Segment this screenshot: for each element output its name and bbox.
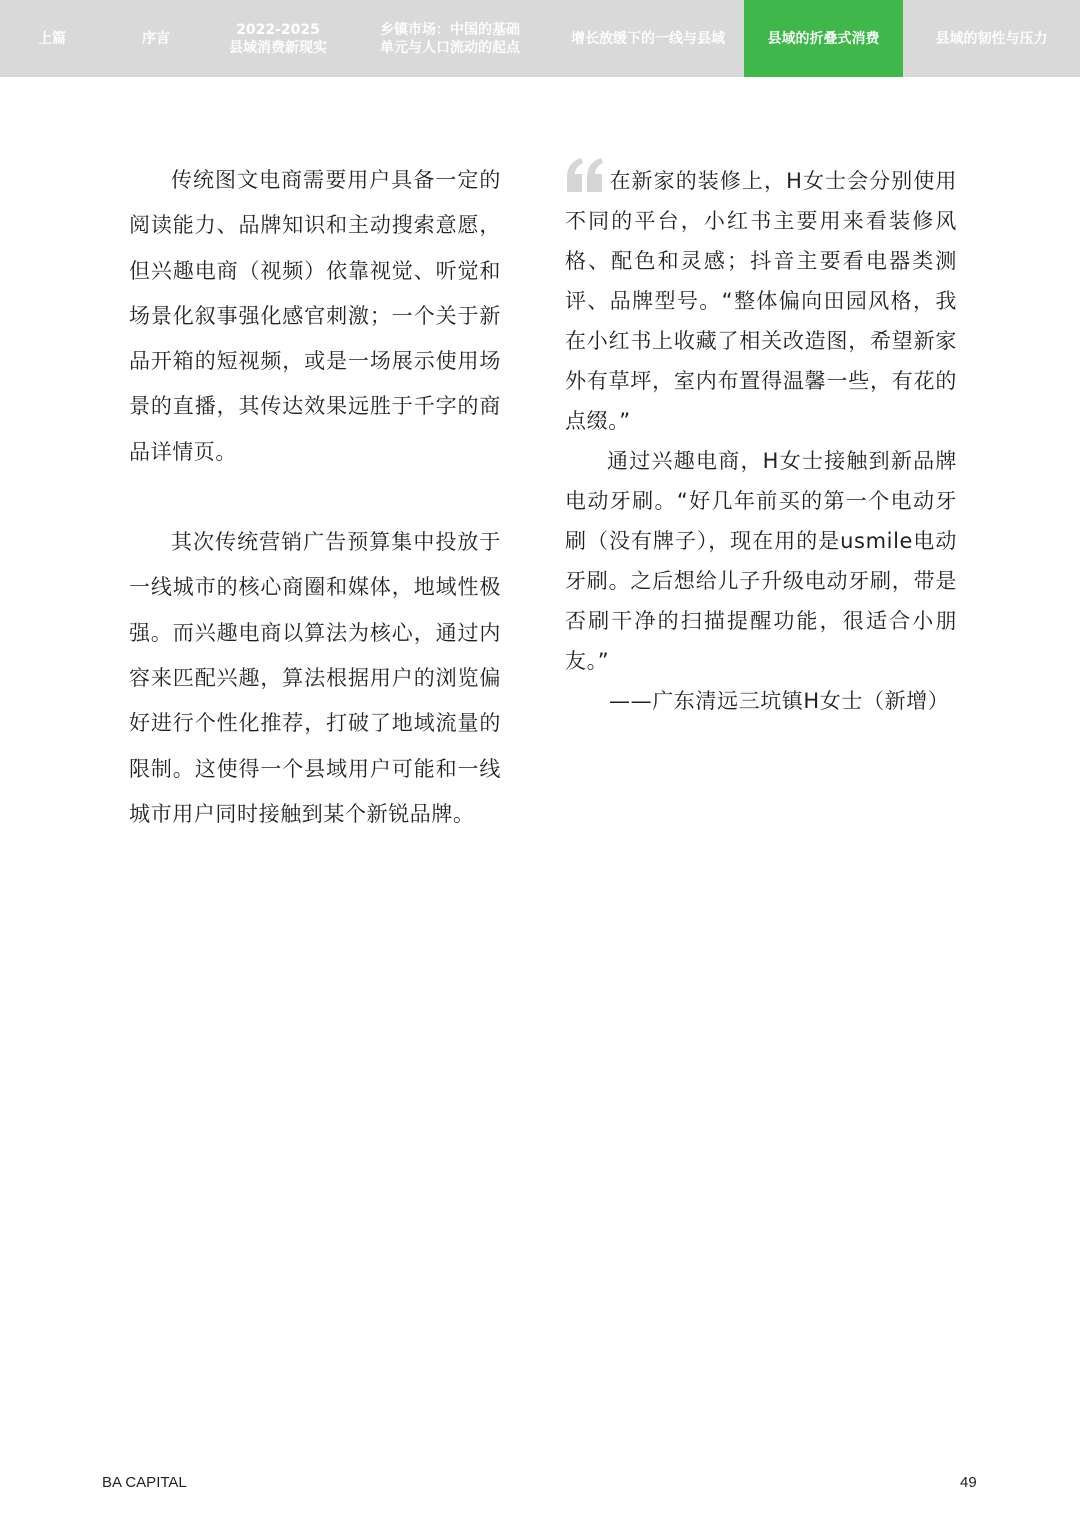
quote-signature: ——广东清远三坑镇H女士（新增）	[609, 689, 950, 713]
footer-brand: BA CAPITAL	[102, 1474, 187, 1491]
tab-part-one[interactable]: 上篇	[38, 30, 66, 47]
tab-township-market[interactable]: 乡镇市场：中国的基础 单元与人口流动的起点	[380, 21, 520, 56]
tab-county-consumption-reality[interactable]: 2022-2025 县域消费新现实	[229, 21, 327, 56]
interview-quote-column	[565, 158, 957, 721]
tab-county-resilience[interactable]: 县域的韧性与压力	[935, 30, 1048, 47]
quote-paragraph-1-text: 在新家的装修上，H女士会分别使用不同的平台，小红书主要用来看装修风格、配色和灵感；抖音主要看电器类测评、品牌型号。“整体偏向田园风格，我在小红书上收藏了相关改造图，希望新家外有草坪，室内布置得温馨一些，有花的点缀。”	[565, 169, 957, 433]
tab-tier1-vs-county[interactable]: 增长放缓下的一线与县域	[571, 30, 725, 47]
left-paragraph-2: 其次传统营销广告预算集中投放于一线城市的核心商圈和媒体，地域性极强。而兴趣电商以算法为核心，通过内容来匹配兴趣，算法根据用户的浏览偏好进行个性化推荐，打破了地域流量的限制。这使得一个县域用户可能和一线城市用户同时接触到某个新锐品牌。	[129, 530, 501, 826]
section-tab-bar	[0, 0, 1080, 77]
quote-paragraph-1	[565, 158, 957, 441]
left-paragraph-1: 传统图文电商需要用户具备一定的阅读能力、品牌知识和主动搜索意愿，但兴趣电商（视频）依靠视觉、听觉和场景化叙事强化感官刺激；一个关于新品开箱的短视频，或是一场展示使用场景的直播，其传达效果远胜于千字的商品详情页。	[129, 168, 501, 464]
quote-paragraph-2: 通过兴趣电商，H女士接触到新品牌电动牙刷。“好几年前买的第一个电动牙刷（没有牌子），现在用的是usmile电动牙刷。之后想给儿子升级电动牙刷，带是否刷干净的扫描提醒功能，很适合小朋友。”	[565, 449, 957, 673]
page-number: 49	[960, 1474, 977, 1491]
tab-folded-consumption[interactable]: 县域的折叠式消费	[744, 0, 903, 77]
tab-preface[interactable]: 序言	[142, 30, 170, 47]
quote-mark-icon	[565, 158, 605, 192]
left-text-column	[129, 158, 501, 837]
